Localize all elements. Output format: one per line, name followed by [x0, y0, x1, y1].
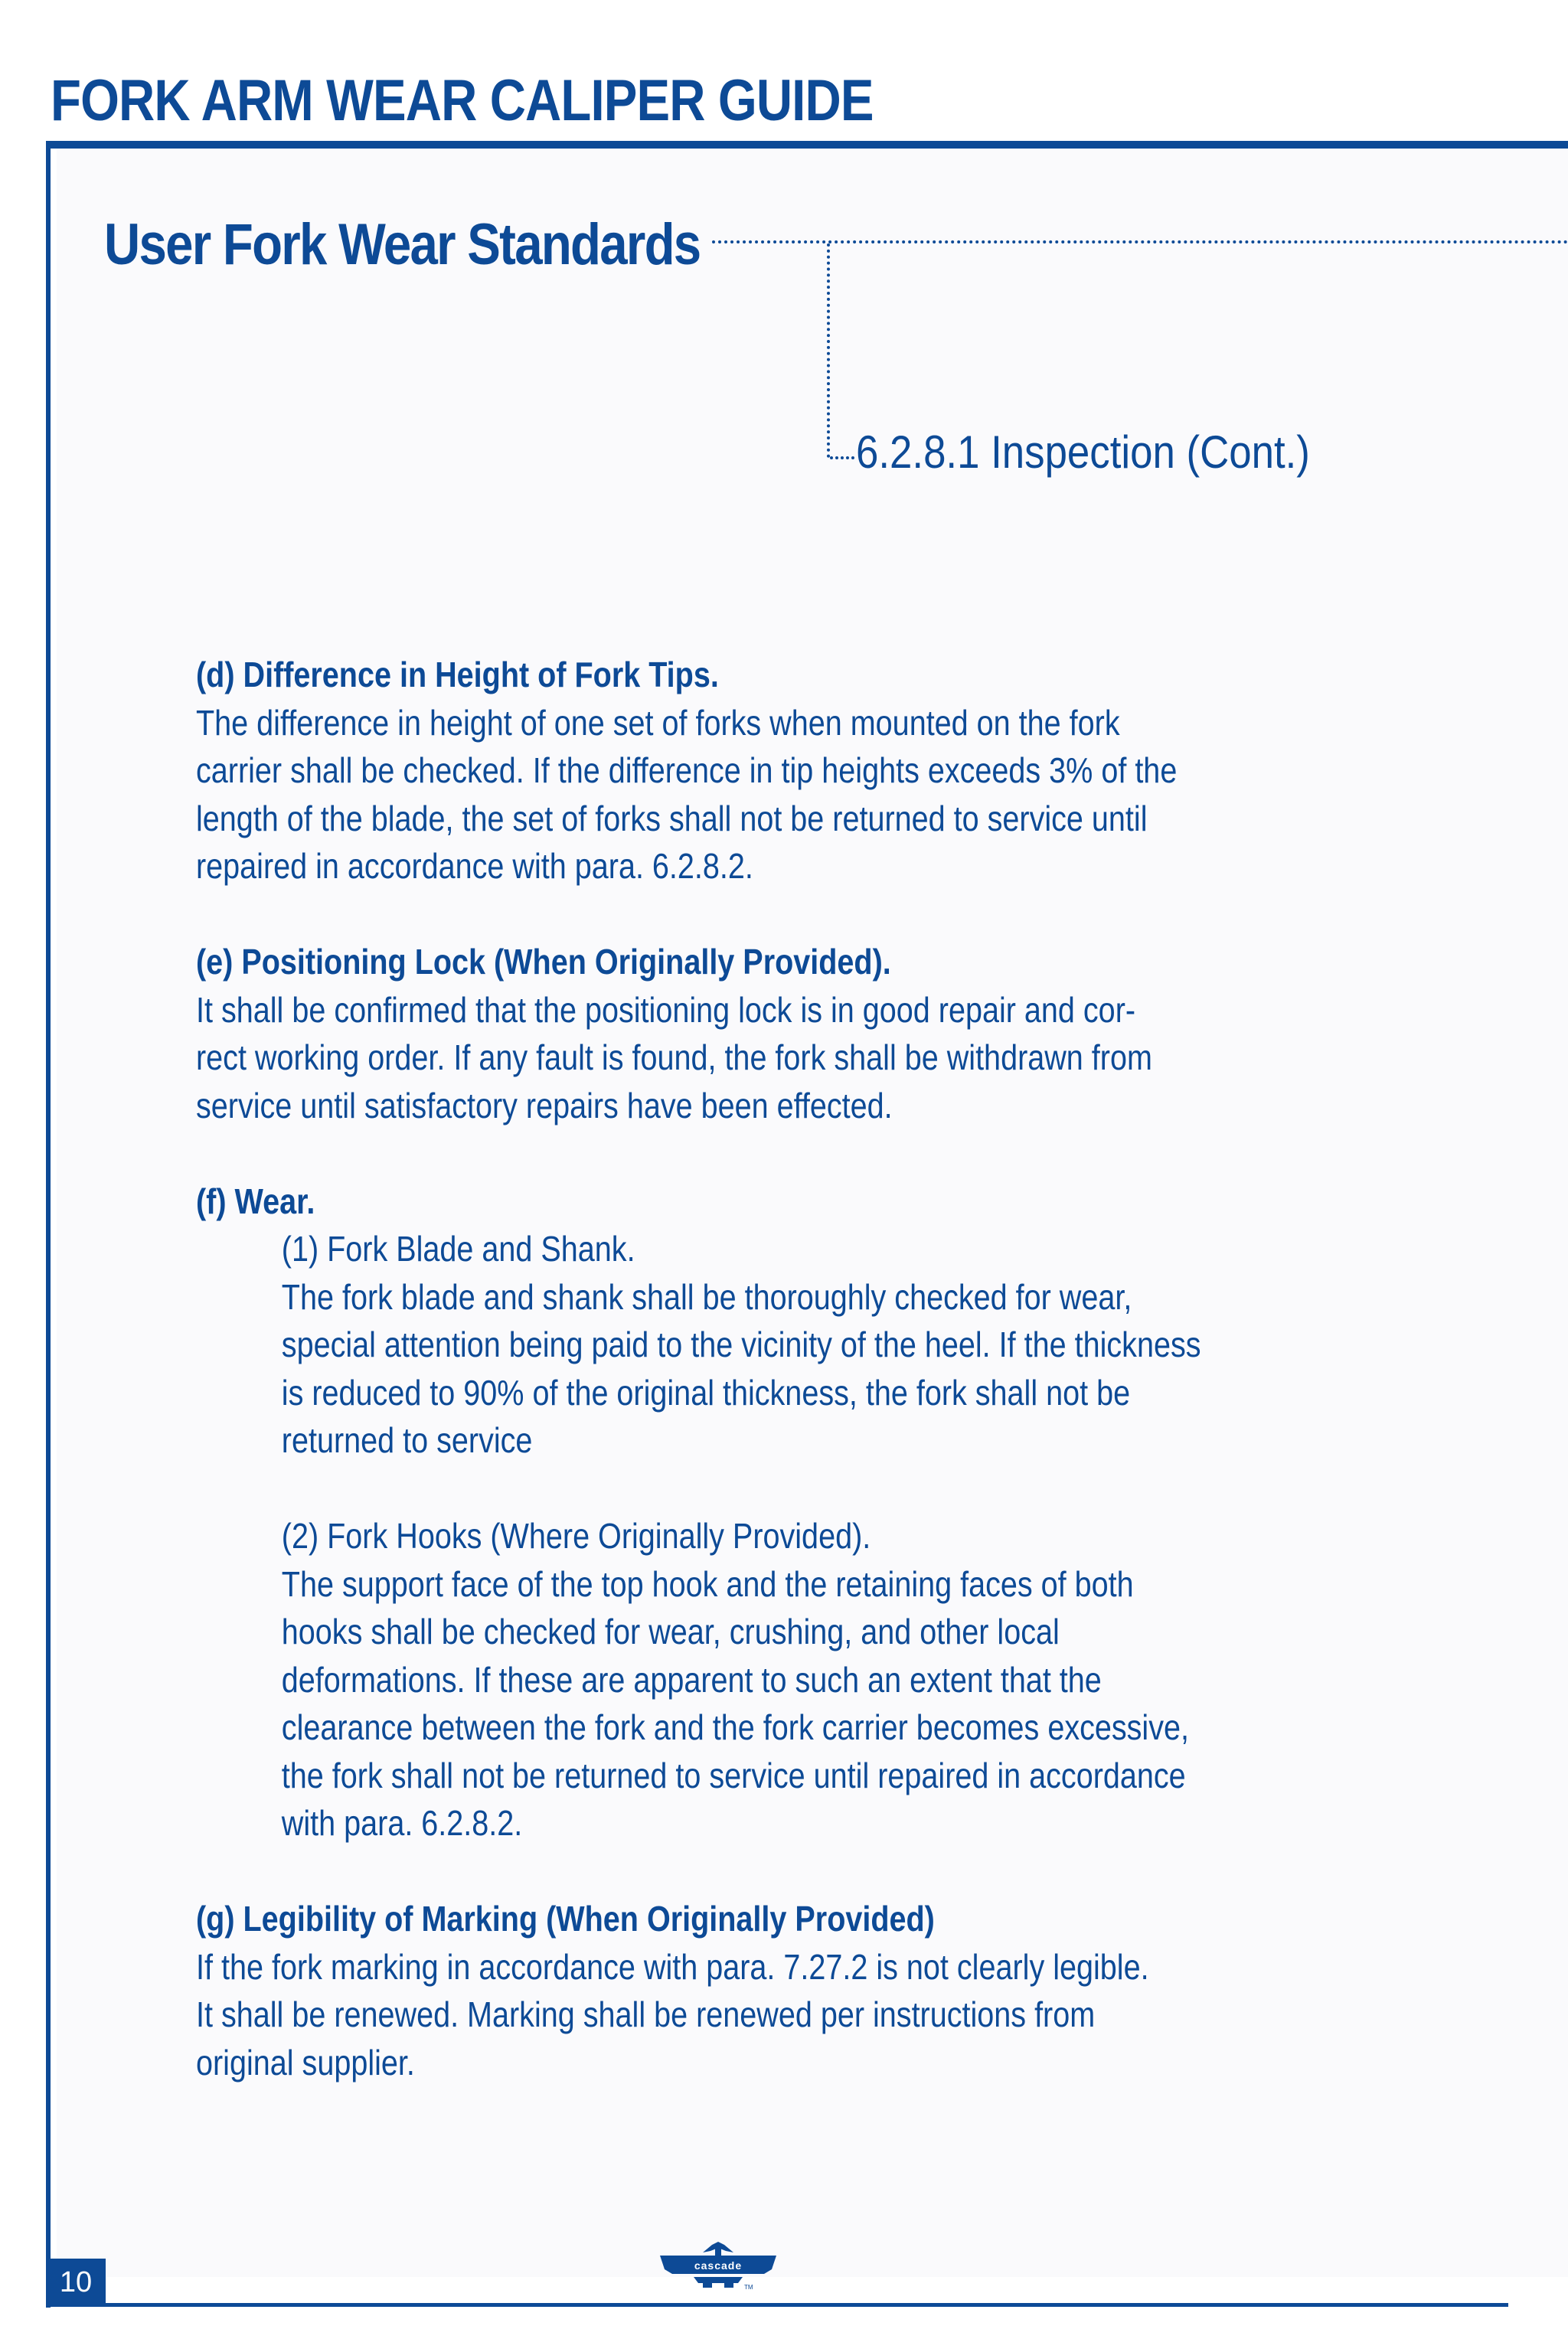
- item-g-line: original supplier.: [196, 2042, 415, 2082]
- item-d-line: The difference in height of one set of forks when mounted on the fork: [196, 702, 1120, 743]
- header-rule: [46, 141, 1568, 149]
- subsection-title: 6.2.8.1 Inspection (Cont.): [856, 426, 1310, 478]
- item-e-line: It shall be confirmed that the positioning lock is in good repair and cor-: [196, 989, 1136, 1030]
- item-f2-line: with para. 6.2.8.2.: [281, 1803, 523, 1843]
- item-f-heading: (f) Wear.: [196, 1181, 315, 1221]
- paragraph-gap: [196, 890, 1250, 939]
- item-f1-line: The fork blade and shank shall be thoroughly checked for wear,: [281, 1276, 1132, 1317]
- paragraph-gap: [196, 1465, 1250, 1513]
- item-e-heading: (e) Positioning Lock (When Originally Provided).: [196, 942, 891, 982]
- item-f2-line: the fork shall not be returned to service until repaired in accordance: [281, 1755, 1186, 1795]
- item-d-line: length of the blade, the set of forks shall not be returned to service until: [196, 798, 1148, 838]
- item-e-line: rect working order. If any fault is found, the fork shall be withdrawn from: [196, 1037, 1152, 1077]
- item-d-line: carrier shall be checked. If the difference in tip heights exceeds 3% of the: [196, 750, 1178, 790]
- item-f1-heading: (1) Fork Blade and Shank.: [281, 1229, 635, 1269]
- page-number: 10: [46, 2259, 106, 2306]
- item-d-heading: (d) Difference in Height of Fork Tips.: [196, 655, 719, 694]
- item-f1-line: special attention being paid to the vicinity of the heel. If the thickness: [281, 1325, 1201, 1364]
- section-title: User Fork Wear Standards: [104, 212, 701, 277]
- item-f1-line: is reduced to 90% of the original thickness, the fork shall not be: [281, 1372, 1131, 1413]
- dotted-leader-vertical: [827, 243, 830, 458]
- left-margin-rule: [46, 141, 51, 2308]
- paragraph-gap: [196, 1129, 1250, 1178]
- item-d-line: repaired in accordance with para. 6.2.8.2.: [196, 846, 753, 886]
- logo-trademark: TM: [744, 2284, 753, 2291]
- item-f1-line: returned to service: [281, 1420, 533, 1460]
- dotted-leader-connector: [830, 456, 854, 459]
- page-title: FORK ARM WEAR CALIPER GUIDE: [51, 68, 874, 133]
- cascade-logo: [649, 2239, 787, 2300]
- item-g-line: If the fork marking in accordance with para. 7.27.2 is not clearly legible.: [196, 1946, 1149, 1987]
- footer-rule: [46, 2303, 1508, 2307]
- item-f2-line: The support face of the top hook and the retaining faces of both: [281, 1563, 1134, 1604]
- item-f2-heading: (2) Fork Hooks (Where Originally Provided).: [281, 1516, 871, 1556]
- item-f2-line: hooks shall be checked for wear, crushing, and other local: [281, 1612, 1060, 1651]
- item-f2-line: clearance between the fork and the fork carrier becomes excessive,: [281, 1707, 1190, 1747]
- item-f2-line: deformations. If these are apparent to such an extent that the: [281, 1659, 1102, 1700]
- item-g-heading: (g) Legibility of Marking (When Originally Provided): [196, 1899, 935, 1939]
- inspection-body: [196, 651, 1250, 2086]
- paragraph-gap: [196, 1847, 1250, 1896]
- logo-wordmark: cascade: [694, 2259, 743, 2272]
- item-e-line: service until satisfactory repairs have been effected.: [196, 1085, 893, 1125]
- item-g-line: It shall be renewed. Marking shall be renewed per instructions from: [196, 1994, 1096, 2034]
- dotted-leader-horizontal: [712, 240, 1568, 243]
